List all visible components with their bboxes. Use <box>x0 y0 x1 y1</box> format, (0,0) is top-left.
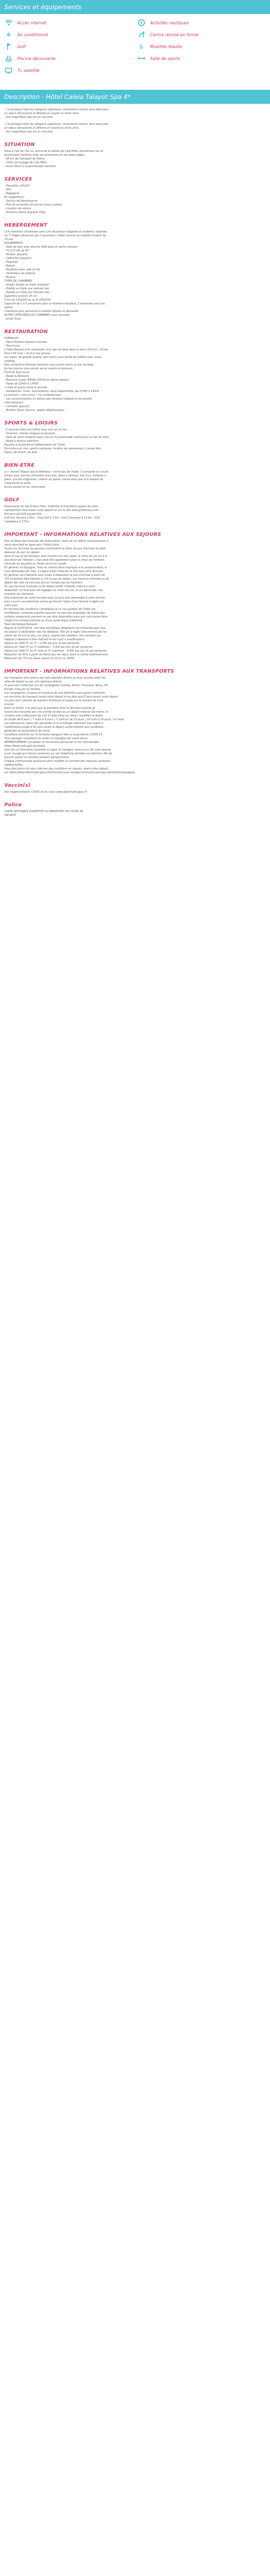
section-line: - Salle de bain avec douche effet pluie et sèche cheveux <box>4 246 78 249</box>
section-line: FORMULES <box>4 337 19 340</box>
section-line: traitements et soins. <box>4 482 31 485</box>
section-line: cooking. <box>4 360 16 363</box>
section-line: Excursions en mer, sports nautiques, location de catamarans, Cuevas dels <box>4 448 101 450</box>
section-line: Parcours de Golf à proximité : <box>4 513 43 516</box>
section-line: Capdepera à 17km <box>4 521 29 523</box>
section-line: départ des vols ne sont pas pris en compte par les hôteliers. <box>4 582 83 585</box>
section-line: - Location de voiture <box>4 208 31 210</box>
section-line: Hams, del Drach, de Artà <box>4 452 37 454</box>
section-line: additionnelles. <box>4 764 24 767</box>
section-line: déjeuner du jour du départ. <box>4 552 40 554</box>
service-item <box>4 66 133 75</box>
section-title: Police <box>4 802 22 808</box>
section-title: SPORTS & LOISIRS <box>4 420 58 426</box>
section-line: insuffisante, certaines activités peuvent ne pas être proposées de même que <box>4 612 105 615</box>
section-line: disposition un local pour les bagages et, selon les cas, et sur demande, une <box>4 589 103 592</box>
section-line: promenade maritime avec ses animations et ses jolies plages. <box>4 154 85 157</box>
section-line: - Animaux admis (payant) 10kg <box>4 211 45 214</box>
section-line: Réservation de vos Greens Fees, matériels et transferts auprès de notre <box>4 506 98 508</box>
service-label: Piscine découverte <box>17 56 56 61</box>
section-line: CARTE NATIONALE D'IDENTITÉ OU PASSEPORT EN COURS DE <box>4 811 84 813</box>
section-line: - Junior Suite <box>4 318 21 321</box>
section-line: notre descriptif en ligne pour l'hôtel choisi. <box>4 544 60 547</box>
section-line: discrétion de l'hôtelier. L'eau peut être également selon le choix de l'hôtelier : <box>4 559 106 562</box>
section-line: Réduction de 75% en basse saison du 01/11 au 30/04 <box>4 658 75 660</box>
section-line: - TV LCD HD de 43" <box>4 250 30 253</box>
section-line: - Solarium, chaises longues et parasols <box>4 433 55 435</box>
service-label: Accès internet <box>17 20 47 25</box>
section-title: RESTAURATION <box>4 329 48 335</box>
section-title: IMPORTANT - INFORMATIONS RELATIVES AUX TRANSPORTS <box>4 668 174 674</box>
section-line: Golf Son Servera à 5km - Pula Golf à 7 km - Golf Canyamel à 14 km - Golf <box>4 517 100 520</box>
section-line: votre part. <box>4 605 18 607</box>
section-line: En général, en Espagne, l'eau du robinet étant impropre à la consommation, si <box>4 567 107 569</box>
wheelchair-icon: ♿ <box>139 43 144 50</box>
description-content <box>0 108 270 818</box>
section-line: En cas d'arrivée matinale ou de départ tardif, l'hôtelier mettra à votre <box>4 586 96 588</box>
section-line: Pour le détail des formules de restauration, merci de se référer exclusivement à <box>4 540 109 543</box>
sections <box>4 142 266 818</box>
service-label: Mobilité réduite <box>150 44 182 49</box>
activities-icon <box>137 18 146 27</box>
section <box>4 532 266 661</box>
intro-line: - Ce boutique hôtel de catégorie supérieure, récemment rénové, sera idéal pour <box>4 123 109 126</box>
section-line: Chambres pour personne à mobilité réduite on demande <box>4 310 78 313</box>
section-title: HEBERGEMENT <box>4 222 48 228</box>
section <box>4 782 266 794</box>
service-label: Activités nautiques <box>150 20 189 25</box>
service-label: Centre remise en forme <box>150 32 199 37</box>
section-line: Chaque communauté autonome peut modifier ou prendre des mesures sanitaires <box>4 760 111 763</box>
section-line: à son voyage qu'il devra conserver sur son téléphone portable ou imprimer afin de <box>4 753 112 755</box>
section <box>4 420 266 455</box>
service-label: Air conditionné <box>17 32 48 37</box>
section-line: Formule Tout Inclus <box>4 371 30 374</box>
section-line: - Les consommations en dehors des horaires indiqués et les alcools <box>4 398 92 401</box>
section-line: - Double ou triple vue frontale mer : <box>4 291 51 294</box>
section-line: vous demandez de l'eau, il s'agira d'eau minérale et elle vous sera facturée. <box>4 570 104 573</box>
section-line: glace, piscine d'agrumes, chemin de galets, sauna ainsi que d'un espace de <box>4 479 103 481</box>
section-line: Tout passager souhaitant se rendre en Espagne par avion devra <box>4 738 88 740</box>
section-line: Accès payant et sur réservation. <box>4 486 46 489</box>
section-line: Séjours en hôtel 2* ou 3* : 2,20€ par jour et par personne <box>4 642 79 645</box>
section-line: clients de 16 ans et plus, sur place, auprès des hôteliers. Son montant est <box>4 635 101 638</box>
section-line: - Boissons (rayon 60h00 (21h00 en pleine saison) <box>4 379 69 382</box>
section-line: certains restaurants peuvent ne pas être disponibles sans que cela puisse faire <box>4 616 107 619</box>
intro-line: - Son magnifique spa est un vrai plus. <box>4 131 54 134</box>
section-line: - Minibar (payant) <box>4 254 28 256</box>
section-line: En général, les chambres sont mises à disposition le jour d'arrivée à partir de <box>4 574 105 577</box>
section-line: AUTRE CATEGORIES DE CHAMBRES nous consulter <box>4 314 70 317</box>
section-line: - Accès direct à la promenade maritime <box>4 165 56 168</box>
section-line: - Bains à remous extérieur <box>4 440 39 443</box>
section-line: Le « Senshi Talayot Spa & Wellness » est le spa de l'hôtel. Il comporte un circuit <box>4 471 109 474</box>
section-line: sur vos titres de transport avant votre départ et au plus tard 5 jours avant votre départ. <box>4 696 119 699</box>
service-item <box>4 18 133 27</box>
section-line: La formule « tout inclus » ne comprend pas : <box>4 394 63 397</box>
section-line: - Coffre-fort (payant) <box>4 257 32 260</box>
section-line: Payants à proximité et indépendants de l'hôtel <box>4 444 65 447</box>
section-line: En supplément : <box>4 196 26 199</box>
section-line: Dans le cas où les boissons sont incluses lors des repas, le choix du vin est à la <box>4 555 107 558</box>
section-line: autres <box>4 307 13 309</box>
service-label: Tv satellite <box>17 68 40 73</box>
section-line: Les redevances, taxes des aéroports et la surcharge carburant sont sujets à <box>4 722 104 725</box>
gym-icon <box>137 54 146 63</box>
description-banner <box>0 90 270 104</box>
section-line: - Tout inclus <box>4 345 20 348</box>
section <box>4 668 266 775</box>
section-line: Séjours en hôtel 4* ou 3* supérieur : 3,30€ par jour et par personne. <box>4 646 93 649</box>
section-line: En fonction des conditions climatiques ou si l'occupation de l'hôtel est <box>4 608 96 611</box>
service-item <box>137 54 266 63</box>
section-line: 18 ans. <box>4 238 14 241</box>
section-line: Soul Chill Club » et d'un bar piscine. <box>4 353 51 355</box>
section-line: indiqué ci-dessous à titre indicatif et est sujet à modifications. <box>4 639 85 641</box>
section-line: - Minibar, Room Service, appels téléphoniques <box>4 409 65 412</box>
tv-icon <box>4 66 13 75</box>
section-line: Vous êtes tenus de vous informer des conditions en vigueur, avant votre départ, <box>4 768 109 771</box>
section-title: SITUATION <box>4 142 35 148</box>
section-line: Ils pourront s'effectuer sur les compagnies Vueling, Binter, Transavia, Iberia, Air <box>4 685 108 687</box>
section-line: Depuis le 01/07/2016, une taxe touristique obligatoire est instaurée pour tous <box>4 627 106 630</box>
section-line: Taxe touristique Baléares : <box>4 623 39 626</box>
section-title: BIEN-ETRE <box>4 462 35 468</box>
section-title: Vaccin(s) <box>4 782 31 788</box>
service-label: Golf <box>17 44 26 49</box>
section-line: Conditions d'entrée sur le territoire espagnol liées à la pandémie COVID-19 : <box>4 734 104 736</box>
section-line: générales et particulières de vente. <box>4 730 51 733</box>
section-line: minérale en bouteille ou filtrée servie en carafe. <box>4 563 68 566</box>
section-line: - Repas & Boissons <box>4 375 29 378</box>
section-line: Des cocktails et diverses boissons vous seront servis au bar terrasse. <box>4 364 94 367</box>
section-line: 15h et doivent être libérées à 10h le jour du départ. Les horaires d'arrivée ou de <box>4 578 109 581</box>
services-title: Services et équipements <box>4 3 82 11</box>
section-line: Les transports sont prévus par vols réguliers directs ou avec escales selon les <box>4 677 106 680</box>
section-line: d'eaux avec piscine climatisée avec jets, bains à remous, bain turc, fontaine à <box>4 475 106 477</box>
section-title: GOLF <box>4 497 20 503</box>
section-line: chambre de courtoisie. <box>4 593 35 596</box>
section-line: - 250m de la plage de Cala Millor <box>4 162 48 164</box>
section-line: Les compagnies, horaires et numéros de vols définitifs vous seront confirmés <box>4 692 105 695</box>
section-line: - Prêt de serviettes de piscine (sous caution) <box>4 204 63 207</box>
section-title: SERVICES <box>4 176 32 182</box>
section-line: - Bouilloire avec café et thé <box>4 269 40 271</box>
service-item <box>137 18 266 27</box>
section-line: Au bar piscine vous seront servis snacks et boissons. <box>4 368 73 370</box>
section-line: - Salle de sport moderne avec vue sur la promenade maritime et la mer en fond <box>4 436 109 439</box>
equestrian-icon <box>137 30 146 39</box>
intro-line: un séjour découverte et détente en couple ou entre amis. <box>4 127 79 130</box>
section-line: villes de départ ou par vols spéciaux directs. <box>4 681 63 683</box>
section-line: Les repas, de grande qualité, sont servis sous forme de buffets avec show- <box>4 356 102 359</box>
section <box>4 462 266 489</box>
service-label: Salle de sports <box>150 56 180 61</box>
section-line: pour couvrir vos éventuels extras qui feront l'objet d'une facture à régler sur <box>4 601 104 603</box>
section-line: - Demi-Pension boissons incluses <box>4 341 48 344</box>
section-line: L'hôtel dispose d'un restaurant, d'un bar terrasse dans la zone chill-out « Ocean <box>4 349 109 351</box>
section-line: pouvoir passer le contrôle sanitaire aéroportuaire. <box>4 756 70 759</box>
intro-line: un séjour découverte et détente en couple ou entre amis. <box>4 112 79 115</box>
section-line: Les prix sont calculés de manière forfaitaire et basés sur le nombre de nuits <box>4 700 104 702</box>
section <box>4 497 266 524</box>
section-line: trouve être écourtée par une arrivée tardive ou un départ matinal. De même, si <box>4 711 109 714</box>
section-line: l'objet d'un remboursement ou d'une quelconque indemnité. <box>4 620 84 622</box>
section-line: Réduction de 50% à partir du 9ème jour de séjour dans le même établissement. <box>4 654 109 656</box>
section-line: Capacité de 1 à 3 personnes pour la chambre standard, 2 personnes pour les <box>4 303 105 306</box>
section-line: - Balcon <box>4 265 15 268</box>
section-line: - Peignoirs <box>4 261 18 264</box>
section-line: VALIDITÉ <box>4 814 16 817</box>
services-banner <box>0 0 270 14</box>
section-line: incluse. <box>4 703 15 706</box>
section-line: Dans ce forfait, il se peut que la première et/ou la dernière journée se <box>4 707 96 710</box>
section-line: Toutes les formules de pension s'entendent du dîner du jour d'arrivée au petit <box>4 548 106 550</box>
section-line: modifications jusqu'à 30 jours avant le départ conformément aux conditions <box>4 726 104 729</box>
section-line: TYPES DE CHAMBRES <box>4 280 32 283</box>
section-line: Voir réglementation COVID-19 en cours www.diplomatie.gouv.fr <box>4 791 87 794</box>
section-line: - Ventilateur de plafond <box>4 273 35 275</box>
section-line: - Wifi <box>4 189 11 191</box>
section-line: Europa, Easy Jet ou Volotea. <box>4 688 41 691</box>
section-line: - Chips et glaces toute la journée <box>4 387 48 389</box>
section-line: 2 lits de 120x200 ou un lit 200x200 <box>4 299 51 302</box>
services-grid <box>0 18 270 81</box>
service-item <box>137 30 266 39</box>
intro-line: - Son magnifique spa est un vrai plus. <box>4 116 54 119</box>
intro-line: - Ce boutique hôtel de catégorie supérieure, récemment rénové, sera idéal pour <box>4 109 109 111</box>
section-line: - Cocktails, glaçons <box>4 406 30 408</box>
section-line: - Bagagerie <box>4 192 19 195</box>
section-line: 114 chambres climatisées avec une décoration élégante et moderne, réparties <box>4 231 107 234</box>
section-line: - Réception 24h/24 <box>4 185 29 188</box>
section-line: Une fois ce formulaire complété et signé, le voyageur recevra un QR code associé <box>4 749 111 752</box>
section-line: - Single, double ou triple standard <box>4 284 49 287</box>
section-line: représentant local avant votre départ ou sur le site www.golfamaco.com <box>4 509 99 512</box>
wifi-icon <box>4 18 13 27</box>
section-line: - 2 piscines dont une infinie avec vue sur la mer <box>4 429 67 431</box>
section-line: https://www.spth.gob.es/create. <box>4 745 46 748</box>
service-item <box>4 54 133 63</box>
section-line: les séjours à destination des îles Baléares. Elle est à régler directement par les <box>4 631 107 634</box>
service-item <box>4 30 133 39</box>
pool-icon <box>4 54 13 63</box>
section-line: - Double ou triple vue latérale mer <box>4 288 50 290</box>
section <box>4 802 266 818</box>
section-line: internationaux <box>4 402 24 404</box>
section-line: du forfait de 8 jours / 7 nuits à 9 jours / 7 nuits ou de 15 jours / 14 nuits à 16 jours / 14 nuits. <box>4 719 125 721</box>
description-title: Description - Hôtel Caleia Talayot Spa 4* <box>4 93 131 101</box>
section <box>4 142 266 169</box>
section <box>4 222 266 321</box>
section-line: Situé à l'est de l'île, au centre de la station de Cala Millor directement sur la <box>4 150 103 153</box>
section-line: EQUIPEMENTS <box>4 242 23 245</box>
section <box>4 176 266 215</box>
section-line: - Service de blanchisserie <box>4 200 38 203</box>
snowflake-icon: ❄ <box>6 31 11 38</box>
section-line: - Bureau <box>4 276 16 279</box>
page <box>0 0 270 818</box>
service-item <box>4 42 133 51</box>
section-line: - 68 km de l'aéroport de Palma <box>4 158 45 161</box>
section-title: IMPORTANT - INFORMATIONS RELATIVES AUX SEJOURS <box>4 532 161 537</box>
golf-icon <box>4 42 13 51</box>
section-line: sur 7 étages desservis par 2 ascenseurs. Hôtel réservé aux adultes à partir de <box>4 235 106 237</box>
section <box>4 329 266 413</box>
section-line: IMPERATIVEMENT compléter un formulaire personnel et non transférable : <box>4 741 101 744</box>
section-line: Séjours en hôtel 5* ou 5* luxe ou 4* supérieur : 4,40€ par jour et par personne. <box>4 650 107 653</box>
section-line: certains vols s'effectuent de nuit à l'aller et/ou au retour, modifiant la durée <box>4 715 103 718</box>
section-line: Superficie environ 25 m2 <box>4 295 37 298</box>
section-line: Une empreinte de carte bancaire pour la vous être demandée à votre arrivée <box>4 597 105 600</box>
section-line: - Tapas de 12h00 à 13h00 <box>4 383 38 386</box>
section-line: sur https://www.diplomatie.gouv.fr/fr/conseils-aux-voyageurs/conseils-par-pays-destination/espagne/ <box>4 772 135 774</box>
service-item <box>137 42 266 51</box>
section-line: - Sandwiches, fruits, viennoiseries, salon disponibilité, de 17h00 à 19h00 <box>4 390 99 393</box>
